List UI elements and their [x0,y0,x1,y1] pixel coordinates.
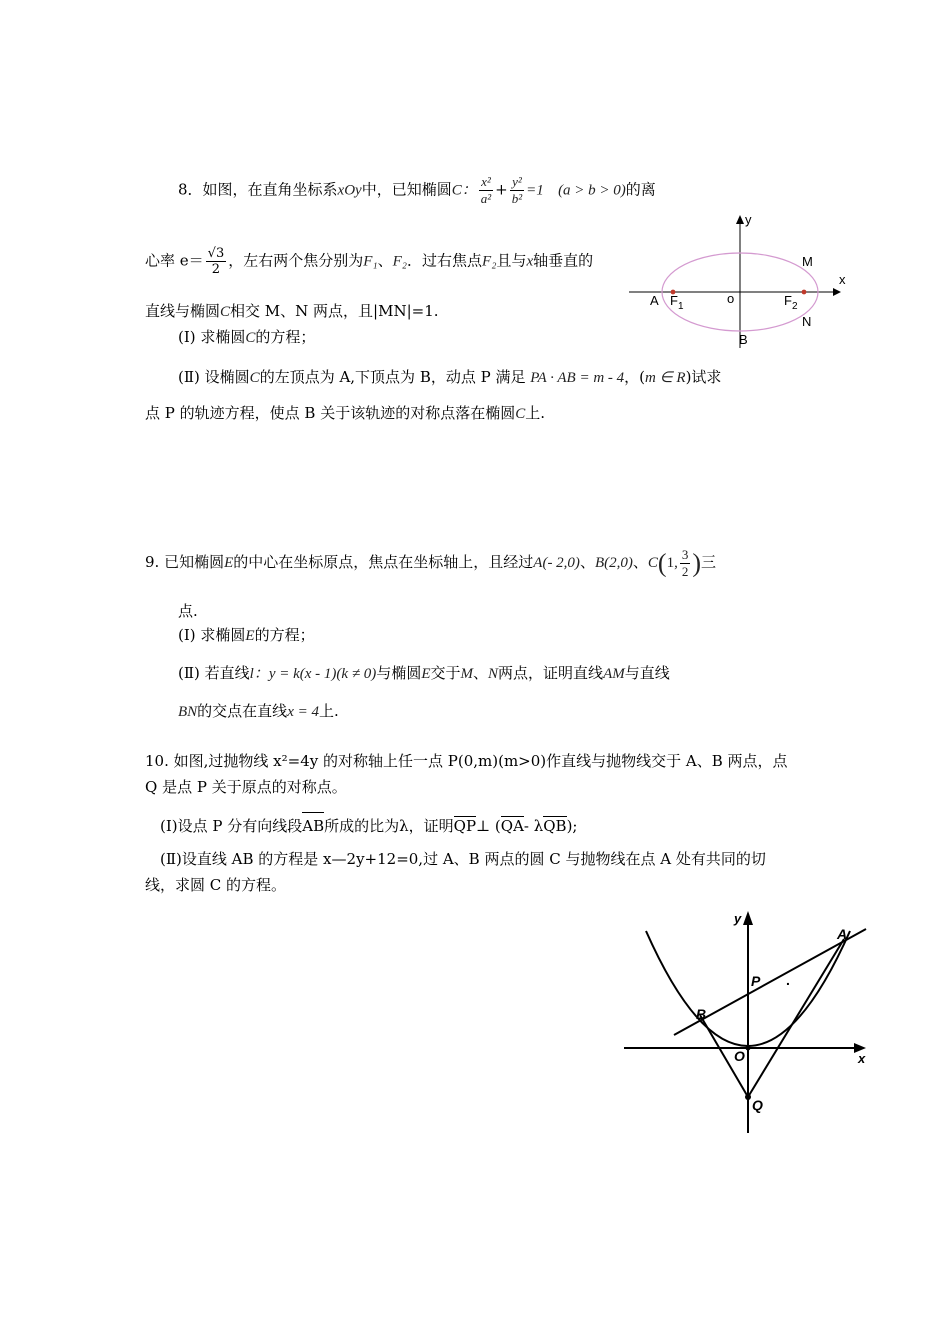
fraction-x2-a2: $\frac{\text{x²}}{\text{a²}}$ [480,174,492,206]
label-m: M [802,254,813,269]
label-a: A [650,293,659,308]
vector-qa: QA [500,817,524,835]
label-y: y [734,911,742,926]
segment-qa [748,939,844,1097]
problem-8-line-1: 8．如图，在直角坐标系xOy中，已知椭圆C： $\frac{\text{x²}}{\text{a²}}$ + $\frac{\text{y²}}{\text{b²}}$ =1 (a > b > 0)的离 [178,174,656,206]
problem-10-part-1: (Ⅰ)设点 P 分有向线段AB所成的比为λ，证明QP⊥ (QA- λQB); [160,812,577,836]
label-x: x [839,272,846,287]
problem-9-line-1: 9. 已知椭圆E的中心在坐标原点，焦点在坐标轴上，且经过A(- 2,0)、B(2,0)、C(1, $\frac{3}{2}$ )三 [145,547,716,579]
problem-8-part-1: (Ⅰ) 求椭圆C的方程； [178,328,316,346]
problem-10-part-2-line-1: (Ⅱ)设直线 AB 的方程是 x—2y+12=0,过 A、B 两点的圆 C 与抛物线在点 A 处有共同的切 [160,850,766,868]
label-x: x [858,1051,866,1066]
point-a: A(- 2,0) [533,554,580,571]
label-y: y [745,212,752,227]
label-q: Q [752,1097,763,1113]
problem-9-part-1: (Ⅰ) 求椭圆E的方程； [178,626,315,644]
focus-f2-point [802,290,807,295]
label-b: B [739,332,748,347]
y-axis-arrow-icon [736,215,744,224]
point-c: C(1, $\frac{3}{2}$ ) [647,547,701,579]
problem-9-line-2: 点. [178,602,198,620]
fraction-y2-b2: $\frac{\text{y²}}{\text{b²}}$ [511,174,523,206]
problem-9-part-2: (Ⅱ) 若直线l：y = k(x - 1)(k ≠ 0)与椭圆E交于M、N两点，证明直线AM与直线 [178,664,670,682]
fraction-sqrt3-2: $\frac{√3}{2}$ [207,246,225,277]
label-f2: $F_2$ [784,293,798,312]
ellipse-diagram [625,212,855,352]
parabola-diagram [618,905,874,1145]
label-f1: $F_1$ [670,293,684,312]
math-vector-condition: PA · AB = m - 4 [530,370,625,386]
point-o [746,1046,751,1051]
label-b: B [696,1006,707,1022]
problem-8-line-5: 点 P 的轨迹方程，使点 B 关于该轨迹的对称点落在椭圆C上. [145,404,545,422]
label-p: P [751,973,761,989]
label-n: N [802,314,812,329]
point-b: B(2,0) [594,554,633,571]
problem-10-line-2: Q 是点 P 关于原点的对称点。 [145,778,347,796]
problem-10-part-2-line-2: 线，求圆 C 的方程。 [145,876,287,894]
problem-9-line-4: BN的交点在直线x = 4上. [178,702,339,720]
problem-10-line-1: 10. 如图,过抛物线 x²=4y 的对称轴上任一点 P(0,m)(m>0)作直线与抛物线交于 A、B 两点，点 [145,752,788,770]
problem-8-line-2: 心率 e＝ $\frac{√3}{2}$ ，左右两个焦分别为F₁、F₂．过右焦点F₂且与x轴垂直的 [145,246,594,277]
x-axis-arrow-icon [833,288,841,296]
vector-qp: QP [453,817,477,835]
vector-ab: AB [302,812,324,835]
problem-8-line-3: 直线与椭圆C相交 M、N 两点，且|MN|=1. [145,302,439,320]
problem-8-part-2: (Ⅱ) 设椭圆C的左顶点为 A,下顶点为 B，动点 P 满足 PA · AB = m - 4，(m ∈ R)试求 [178,368,722,386]
label-o: O [734,1048,745,1064]
point-q [745,1094,751,1100]
y-axis-arrow-icon [743,911,753,925]
math-xoy: xOy [337,182,362,199]
vector-qb: QB [543,817,567,835]
label-a: A [837,926,848,942]
label-o: o [727,291,735,306]
label-dot: . [786,972,790,988]
